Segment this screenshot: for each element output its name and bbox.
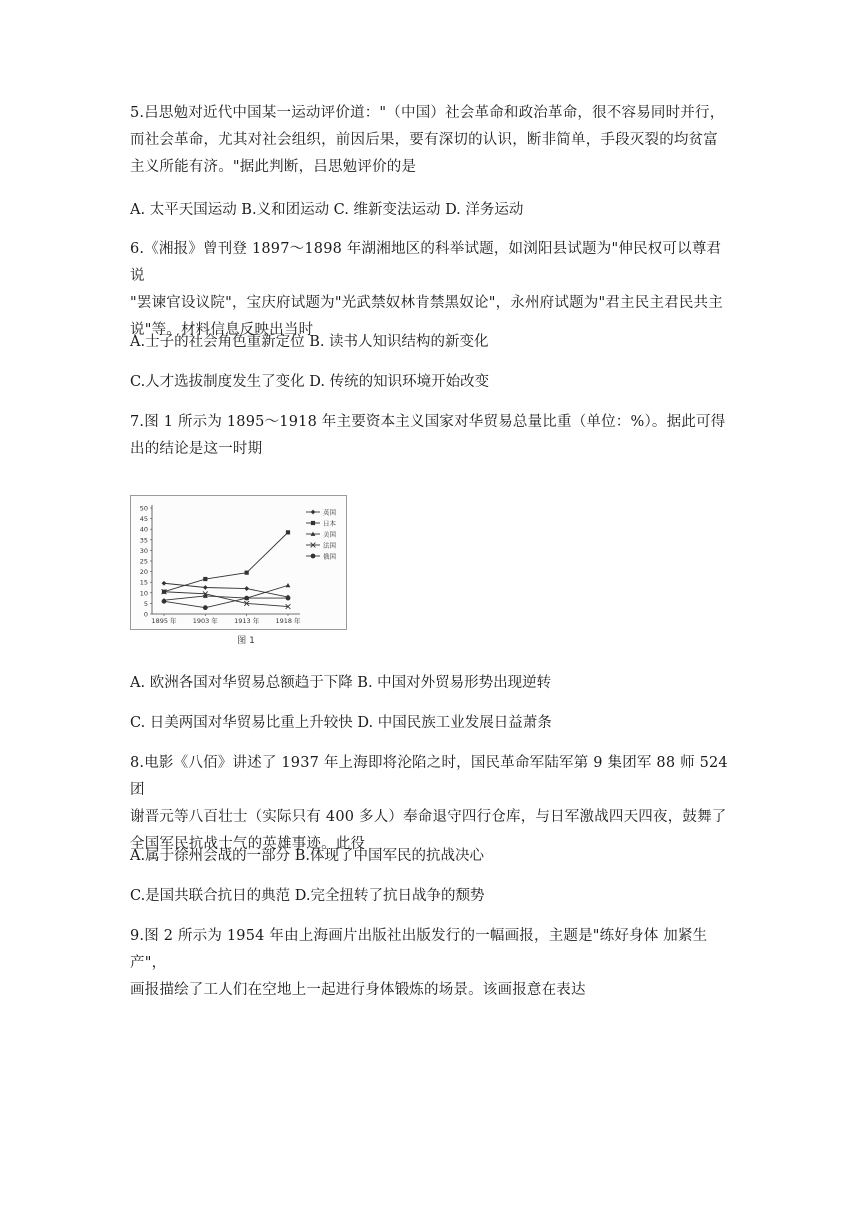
data-point-diamond bbox=[244, 586, 249, 591]
question-7-line-1: 7.图 1 所示为 1895～1918 年主要资本主义国家对华贸易总量比重（单位：%）。据此可得 bbox=[130, 414, 726, 430]
question-7-options-ab: A. 欧洲各国对华贸易总额趋于下降 B. 中国对外贸易形势出现逆转 bbox=[130, 675, 552, 691]
data-point-circle bbox=[286, 596, 291, 601]
x-tick-label: 1895 年 bbox=[151, 617, 177, 625]
question-6-line-1: 6.《湘报》曾刊登 1897～1898 年湖湘地区的科举试题，如浏阳县试题为"伸民权可以尊君说 bbox=[130, 241, 722, 284]
question-8-line-3: 全国军民抗战士气的英雄事迹。此役 bbox=[130, 836, 366, 852]
data-point-triangle bbox=[286, 583, 291, 587]
legend-marker-square bbox=[311, 521, 315, 525]
data-point-circle bbox=[244, 596, 249, 601]
question-7-options-cd: C. 日美两国对华贸易比重上升较快 D. 中国民族工业发展日益萧条 bbox=[130, 715, 552, 731]
y-tick-label: 10 bbox=[139, 589, 148, 598]
y-tick-label: 40 bbox=[139, 525, 148, 534]
figure-caption: 图 1 bbox=[237, 636, 255, 646]
data-point-diamond bbox=[203, 585, 208, 590]
legend-label: 法国 bbox=[323, 541, 336, 550]
line-chart bbox=[128, 495, 348, 650]
figure-1-chart bbox=[128, 495, 348, 650]
x-tick-label: 1913 年 bbox=[234, 617, 260, 625]
y-tick-label: 15 bbox=[139, 578, 148, 587]
legend-label: 英国 bbox=[323, 508, 336, 517]
y-tick-label: 30 bbox=[139, 546, 148, 555]
data-point-square bbox=[203, 577, 207, 581]
series-line-diamond bbox=[164, 583, 288, 597]
data-point-square bbox=[245, 571, 249, 575]
y-tick-label: 20 bbox=[139, 568, 148, 577]
legend-label: 俄国 bbox=[323, 552, 336, 561]
question-8-stem bbox=[130, 750, 730, 858]
x-tick-label: 1918 年 bbox=[275, 617, 301, 625]
question-6-options-cd: C.人才选拔制度发生了变化 D. 传统的知识环境开始改变 bbox=[130, 374, 490, 390]
question-8-options-ab: A.属于徐州会战的一部分 B.体现了中国军民的抗战决心 bbox=[130, 848, 484, 864]
series-line-square bbox=[164, 532, 288, 591]
question-6-options-ab: A.士子的社会角色重新定位 B. 读书人知识结构的新变化 bbox=[130, 334, 489, 350]
question-6-stem bbox=[130, 236, 730, 344]
data-point-square bbox=[286, 530, 290, 534]
question-8-options-cd: C.是国共联合抗日的典范 D.完全扭转了抗日战争的颓势 bbox=[130, 888, 485, 904]
data-point-circle bbox=[203, 605, 208, 610]
question-5-stem bbox=[130, 100, 730, 181]
question-7-line-2: 出的结论是这一时期 bbox=[130, 441, 263, 457]
legend-label: 美国 bbox=[323, 530, 336, 539]
y-tick-label: 5 bbox=[143, 599, 148, 608]
question-6-line-2: "罢谏官设议院"，宝庆府试题为"光武禁奴林肯禁黑奴论"，永州府试题为"君主民主君民共主 bbox=[130, 295, 723, 311]
legend-marker-diamond bbox=[311, 510, 316, 515]
data-point-circle bbox=[162, 599, 167, 604]
y-tick-label: 50 bbox=[139, 504, 148, 513]
question-9-stem bbox=[130, 923, 730, 1004]
y-tick-label: 0 bbox=[143, 610, 148, 619]
question-8-line-2: 谢晋元等八百壮士（实际只有 400 多人）奉命退守四行仓库，与日军激战四天四夜，鼓舞了 bbox=[130, 809, 727, 825]
question-5-options: A. 太平天国运动 B.义和团运动 C. 维新变法运动 D. 洋务运动 bbox=[130, 202, 524, 218]
y-tick-label: 45 bbox=[139, 515, 148, 524]
y-tick-label: 25 bbox=[139, 557, 148, 566]
legend-marker-circle bbox=[311, 554, 316, 559]
series-line-circle bbox=[164, 598, 288, 608]
question-5-line-2: 而社会革命，尤其对社会组织，前因后果，要有深切的认识，断非简单，手段灭裂的均贫富 bbox=[130, 132, 718, 148]
question-6-line-3: 说"等。材料信息反映出当时 bbox=[130, 322, 314, 338]
question-9-line-1: 9.图 2 所示为 1954 年由上海画片出版社出版发行的一幅画报，主题是"练好身体 加紧生产"， bbox=[130, 928, 708, 971]
question-5-line-1: 5.吕思勉对近代中国某一运动评价道："（中国）社会革命和政治革命，很不容易同时并行， bbox=[130, 105, 725, 121]
y-tick-label: 35 bbox=[139, 536, 148, 545]
data-point-diamond bbox=[162, 581, 167, 586]
question-9-line-2: 画报描绘了工人们在空地上一起进行身体锻炼的场景。该画报意在表达 bbox=[130, 982, 586, 998]
question-5-line-3: 主义所能有济。"据此判断，吕思勉评价的是 bbox=[130, 159, 417, 175]
question-7-stem bbox=[130, 409, 730, 463]
x-tick-label: 1903 年 bbox=[192, 617, 218, 625]
question-8-line-1: 8.电影《八佰》讲述了 1937 年上海即将沦陷之时，国民革命军陆军第 9 集团军 88 师 524 团 bbox=[130, 755, 728, 798]
legend-label: 日本 bbox=[323, 519, 336, 528]
